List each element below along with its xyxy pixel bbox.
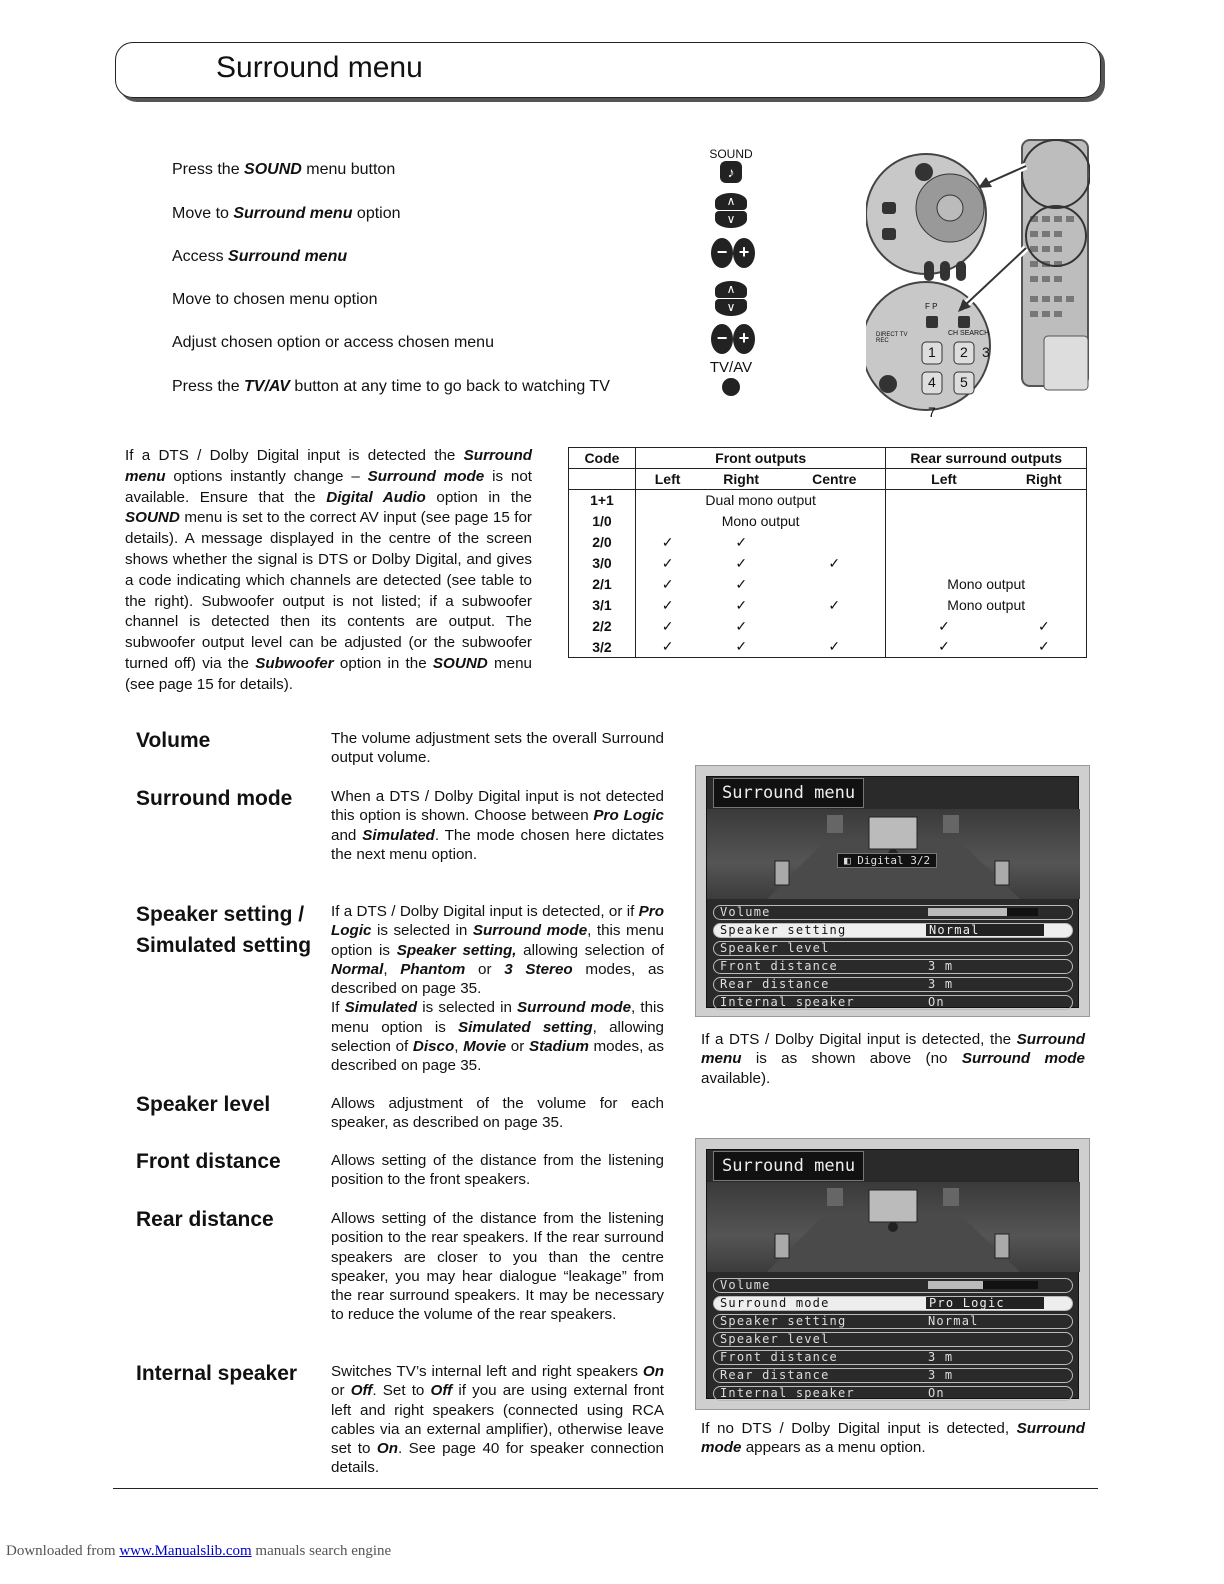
footer: Downloaded from www.Manualslib.com manuals search engine: [6, 1543, 392, 1559]
osd-caption-dts: If a DTS / Dolby Digital input is detected, the Surround menu is as shown above (no Surround mode available).: [701, 1031, 1085, 1087]
key-3: 3: [982, 344, 990, 360]
rear-right-cell: [1002, 553, 1087, 574]
page-title: Surround menu: [216, 51, 423, 84]
osd-row-label: Rear distance: [720, 977, 830, 991]
sound-label: SOUND: [709, 147, 753, 161]
osd-row-label: Front distance: [720, 959, 838, 973]
volume-bar[interactable]: [928, 1281, 1038, 1289]
osd-row-front-distance[interactable]: [713, 959, 1073, 974]
osd-row-value: 3 m: [928, 1368, 954, 1382]
front-cell: [783, 616, 886, 637]
row-front-note: Dual mono output: [635, 490, 886, 511]
front-cell: ✓: [735, 554, 748, 571]
section-heading-volume: Volume: [136, 729, 211, 752]
section-text-volume: The volume adjustment sets the overall Surround output volume.: [331, 730, 664, 767]
osd-row-label: Front distance: [720, 1350, 838, 1364]
intro-paragraph: If a DTS / Dolby Digital input is detected the Surround menu options instantly change – Surround mode is not available. Ensure that the Digital Audio option in the SOUND menu is set to the correct AV input (see page 15 for details). A message displayed in the centre of the screen shows whether the signal is DTS or Dolby Digital, and gives a code indicating which channels are detected (see table to the right). Subwoofer output is not listed; if a subwoofer channel is detected then its contents are output. The subwoofer output level can be adjusted (or the subwoofer turned off) via the Subwoofer option in the SOUND menu (see page 15 for details).: [125, 447, 532, 693]
osd-row-label: Speaker setting: [720, 1314, 847, 1328]
osd-row-label: Rear distance: [720, 1368, 830, 1382]
osd-row-label: Internal speaker: [720, 1386, 855, 1400]
osd-row-value: On: [928, 995, 945, 1009]
rear-left-cell: [886, 532, 1002, 553]
key-2: 2: [960, 344, 968, 360]
osd-title: Surround menu: [713, 778, 864, 808]
front-cell: ✓: [635, 532, 699, 553]
osd-row-volume[interactable]: [713, 905, 1073, 920]
section-heading-speaker-setting: Speaker setting / Simulated setting: [136, 903, 312, 957]
rear-left-cell: ✓: [886, 637, 1002, 658]
osd-row-label: Speaker setting: [720, 923, 847, 937]
minus-plus-buttons-icon: − +: [711, 324, 751, 354]
front-cell: ✓: [635, 574, 699, 595]
step-3: Access Surround menu: [172, 248, 348, 265]
sub-rear-right: Right: [1025, 471, 1062, 487]
speaker-stage-image: [707, 809, 1080, 899]
front-cell: ✓: [635, 595, 699, 616]
row-code: 2/2: [592, 618, 612, 634]
front-cell: ✓: [735, 533, 748, 550]
key-7: 7: [928, 404, 936, 420]
section-text-front-distance: Allows setting of the distance from the listening position to the front speakers.: [331, 1152, 664, 1189]
front-cell: ✓: [635, 637, 699, 658]
row-code: 1/0: [592, 513, 612, 529]
osd-row-value: Normal: [928, 1314, 979, 1328]
key-1: 1: [928, 344, 936, 360]
step-4: Move to chosen menu option: [172, 291, 378, 308]
header-code: Code: [584, 450, 620, 466]
section-heading-surround-mode: Surround mode: [136, 787, 293, 810]
rear-right-cell: ✓: [1037, 617, 1050, 634]
osd-row-rear-distance[interactable]: [713, 977, 1073, 992]
table-row: [569, 574, 1087, 595]
front-cell: [783, 574, 886, 595]
step-6: Press the TV/AV button at any time to go back to watching TV: [172, 378, 610, 395]
section-text-internal-speaker: Switches TV’s internal left and right speakers On or Off. Set to Off if you are using external front left and right speakers (connected using RCA cables via an external amplifier), otherwise leave set to On. See page 40 for speaker connection details.: [331, 1363, 664, 1477]
osd-screenshot-no-dts: [695, 1138, 1090, 1410]
key-5: 5: [960, 374, 968, 390]
manualslib-link[interactable]: www.Manualslib.com: [119, 1543, 252, 1559]
osd-row-speaker-level[interactable]: [713, 1332, 1073, 1347]
osd-row-speaker-setting[interactable]: [713, 923, 1073, 938]
osd-row-value: Pro Logic: [926, 1297, 1044, 1309]
osd-title: Surround menu: [713, 1151, 864, 1181]
tvav-button-icon: [711, 359, 751, 396]
osd-row-label: Volume: [720, 905, 771, 919]
row-code: 2/0: [592, 534, 612, 550]
table-row: [569, 490, 1087, 511]
front-cell: ✓: [828, 554, 841, 571]
up-down-buttons-icon: ∧ ∨: [711, 193, 751, 229]
section-heading-speaker-level: Speaker level: [136, 1093, 271, 1116]
front-cell: ✓: [735, 575, 748, 592]
header-rear-outputs: Rear surround outputs: [886, 448, 1087, 469]
osd-row-label: Speaker level: [720, 1332, 830, 1346]
volume-bar[interactable]: [928, 908, 1038, 916]
osd-row-value: Normal: [926, 924, 1044, 936]
osd-row-value: On: [928, 1386, 945, 1400]
row-code: 3/1: [592, 597, 612, 613]
section-text-surround-mode: When a DTS / Dolby Digital input is not detected this option is shown. Choose between Pro Logic and Simulated. The mode chosen here dictates the next menu option.: [331, 788, 664, 863]
section-heading-internal-speaker: Internal speaker: [136, 1362, 298, 1385]
osd-row-speaker-level[interactable]: [713, 941, 1073, 956]
section-heading-rear-distance: Rear distance: [136, 1208, 274, 1231]
table-row: [569, 637, 1087, 658]
front-cell: ✓: [735, 638, 748, 655]
key-4: 4: [928, 374, 936, 390]
sub-front-centre: Centre: [812, 471, 857, 487]
front-cell: ✓: [635, 616, 699, 637]
front-cell: ✓: [735, 617, 748, 634]
minus-plus-buttons-icon: − +: [711, 238, 751, 268]
osd-row-label: Speaker level: [720, 941, 830, 955]
osd-row-volume[interactable]: [713, 1278, 1073, 1293]
rear-right-cell: [1002, 532, 1087, 553]
osd-row-label: Surround mode: [720, 1296, 830, 1310]
row-code: 3/2: [592, 638, 612, 655]
output-codes-table: [568, 447, 1087, 658]
row-code: 2/1: [592, 576, 612, 592]
remote-illustration-svg: [866, 136, 1090, 426]
sub-front-right: Right: [723, 471, 760, 487]
table-row: [569, 595, 1087, 616]
osd-row-value: 3 m: [928, 977, 954, 991]
music-note-icon: ♪: [720, 161, 742, 183]
front-cell: ✓: [635, 553, 699, 574]
bottom-rule: [113, 1488, 1098, 1489]
osd-row-surround-mode[interactable]: [713, 1296, 1073, 1311]
sub-rear-left: Left: [886, 469, 1002, 490]
row-rear-note: Mono output: [886, 574, 1087, 595]
section-text-speaker-setting: If a DTS / Dolby Digital input is detected, or if Pro Logic is selected in Surround mode, this menu option is Speaker setting, allowing selection of Normal, Phantom or 3 Stereo modes, as described on page 35. If Simulated is selected in Surround mode, this menu option is Simulated setting, allowing selection of Disco, Movie or Stadium modes, as described on page 35.: [331, 903, 664, 1075]
osd-row-internal-speaker[interactable]: [713, 995, 1073, 1010]
osd-row-rear-distance[interactable]: [713, 1368, 1073, 1383]
speakers-svg: [707, 1182, 1080, 1272]
row-rear-note: Mono output: [886, 595, 1087, 616]
rear-right-cell: ✓: [1037, 638, 1050, 655]
row-front-note: Mono output: [635, 511, 886, 532]
speaker-stage-image: [707, 1182, 1080, 1272]
osd-row-label: Internal speaker: [720, 995, 855, 1009]
osd-row-value: 3 m: [928, 959, 954, 973]
section-heading-front-distance: Front distance: [136, 1150, 281, 1173]
step-2: Move to Surround menu option: [172, 205, 401, 222]
direct-tv-rec-label: DIRECT TV REC: [876, 332, 908, 344]
title-box: [115, 42, 1101, 98]
front-cell: ✓: [735, 596, 748, 613]
front-cell: ✓: [828, 596, 841, 613]
up-down-buttons-icon: ∧ ∨: [711, 281, 751, 317]
osd-caption-no-dts: If no DTS / Dolby Digital input is detected, Surround mode appears as a menu option.: [701, 1420, 1085, 1457]
rear-left-cell: ✓: [886, 616, 1002, 637]
remote-control-illustration: [866, 136, 1090, 426]
table-row: [569, 616, 1087, 637]
row-code: 3/0: [592, 555, 612, 571]
osd-screenshot-dts: [695, 765, 1090, 1017]
table-row: [569, 511, 1087, 532]
front-cell: [783, 532, 886, 553]
sound-button-icon: [711, 147, 751, 183]
osd-row-label: Volume: [720, 1278, 771, 1292]
section-text-rear-distance: Allows setting of the distance from the listening position to the rear speakers. If the rear surround speakers are closer to you than the centre speaker, you may hear dialogue “leakage” from the rear surround speakers. It may be necessary to reduce the volume of the rear speakers.: [331, 1210, 664, 1324]
osd-row-value: 3 m: [928, 1350, 954, 1364]
section-text-speaker-level: Allows adjustment of the volume for each speaker, as described on page 35.: [331, 1095, 664, 1132]
step-5: Adjust chosen option or access chosen menu: [172, 334, 494, 351]
header-front-outputs: Front outputs: [635, 448, 886, 469]
table-row: [569, 553, 1087, 574]
osd-row-front-distance[interactable]: [713, 1350, 1073, 1365]
ch-search-label: CH SEARCH: [948, 330, 990, 337]
table-row: [569, 532, 1087, 553]
rear-left-cell: [886, 553, 1002, 574]
tvav-label: TV/AV: [709, 359, 753, 376]
digital-badge: ◧ Digital 3/2: [837, 853, 937, 868]
osd-row-internal-speaker[interactable]: [713, 1386, 1073, 1401]
sub-front-left: Left: [635, 469, 699, 490]
step-1: Press the SOUND menu button: [172, 161, 396, 178]
osd-row-speaker-setting[interactable]: [713, 1314, 1073, 1329]
row-code: 1+1: [590, 492, 614, 509]
fp-label: F P: [925, 302, 938, 311]
front-cell: ✓: [828, 638, 841, 655]
